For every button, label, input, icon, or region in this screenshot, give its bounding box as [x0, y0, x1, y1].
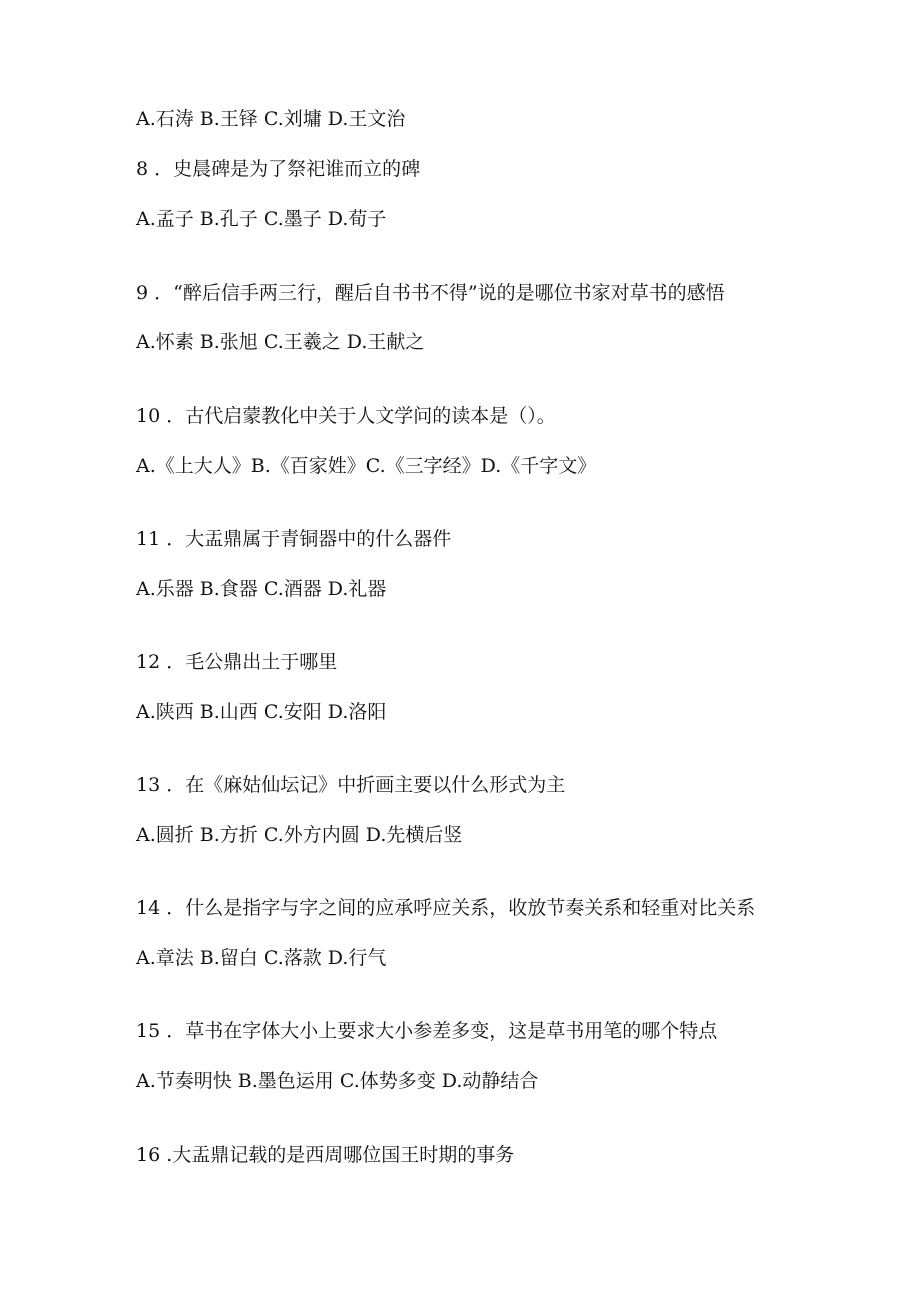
question-text: ．古代启蒙教化中关于人文学问的读本是（）。	[166, 405, 556, 427]
question-text: ．在《麻姑仙坛记》中折画主要以什么形式为主	[166, 774, 566, 796]
options-text: A.石涛 B.王铎 C.刘墉 D.王文治	[136, 108, 406, 130]
options-line	[136, 700, 386, 724]
options-line	[136, 454, 596, 478]
question-line	[136, 281, 725, 305]
question-text: ．“醉后信手两三行，醒后自书书不得”说的是哪位书家对草书的感悟	[154, 282, 725, 304]
question-number: 15	[136, 1020, 161, 1042]
question-line	[136, 404, 556, 428]
options-line	[136, 946, 386, 970]
question-number: 16	[136, 1144, 161, 1166]
question-number: 9	[136, 282, 149, 304]
options-text: A.节奏明快 B.墨色运用 C.体势多变 D.动静结合	[136, 1070, 539, 1092]
options-text: A.圆折 B.方折 C.外方内圆 D.先横后竖	[136, 824, 463, 846]
options-text: A.《上大人》B.《百家姓》C.《三字经》D.《千字文》	[136, 455, 597, 477]
question-line	[136, 157, 420, 181]
question-line	[136, 1143, 514, 1167]
question-number: 14	[136, 897, 161, 919]
options-text: A.孟子 B.孔子 C.墨子 D.荀子	[136, 208, 387, 230]
question-line	[136, 773, 565, 797]
question-text: ．毛公鼎出土于哪里	[166, 651, 338, 673]
question-line	[136, 1019, 717, 1043]
question-line	[136, 650, 337, 674]
question-text: ．史晨碑是为了祭祀谁而立的碑	[154, 158, 421, 180]
question-line	[136, 896, 755, 920]
question-text: ．草书在字体大小上要求大小参差多变，这是草书用笔的哪个特点	[166, 1020, 718, 1042]
options-line	[136, 577, 386, 601]
options-text: A.陕西 B.山西 C.安阳 D.洛阳	[136, 701, 387, 723]
question-number: 13	[136, 774, 161, 796]
options-line	[136, 330, 424, 354]
question-number: 8	[136, 158, 149, 180]
question-number: 12	[136, 651, 161, 673]
options-text: A.乐器 B.食器 C.酒器 D.礼器	[136, 578, 387, 600]
options-text: A.章法 B.留白 C.落款 D.行气	[136, 947, 387, 969]
question-number: 11	[136, 528, 161, 550]
options-line	[136, 1069, 538, 1093]
question-line	[136, 527, 451, 551]
options-line	[136, 207, 386, 231]
question-text: .大盂鼎记载的是西周哪位国王时期的事务	[166, 1144, 515, 1166]
options-text: A.怀素 B.张旭 C.王羲之 D.王献之	[136, 331, 425, 353]
options-line	[136, 107, 405, 131]
question-text: ．大盂鼎属于青铜器中的什么器件	[166, 528, 452, 550]
options-line	[136, 823, 462, 847]
question-text: ．什么是指字与字之间的应承呼应关系，收放节奏关系和轻重对比关系	[166, 897, 756, 919]
question-number: 10	[136, 405, 161, 427]
